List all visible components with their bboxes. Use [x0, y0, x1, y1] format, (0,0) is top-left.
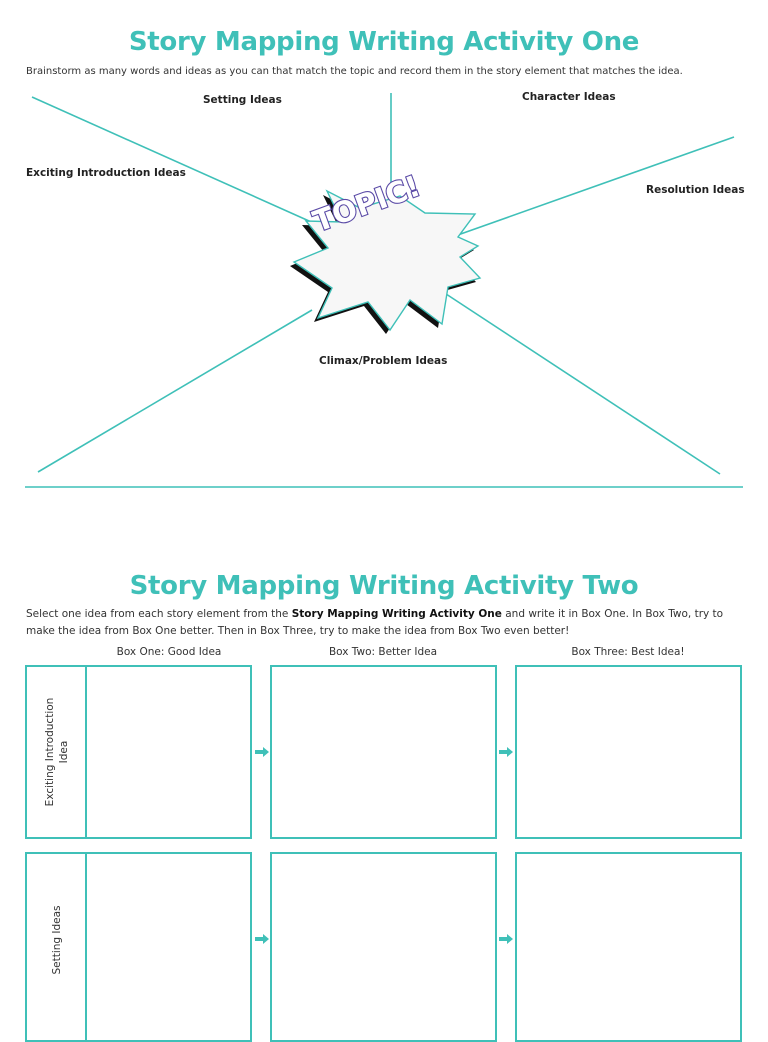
instructions-bold-reference: Story Mapping Writing Activity One	[291, 608, 502, 620]
column-title-box-three: Box Three: Best Idea!	[571, 646, 685, 658]
introduction-box-three[interactable]	[515, 665, 742, 839]
arrow-right-icon	[499, 747, 513, 757]
introduction-box-one[interactable]	[85, 665, 252, 839]
row-label-introduction-line1: Exciting Introduction	[43, 697, 56, 807]
activity-one-title: Story Mapping Writing Activity One	[128, 27, 640, 57]
activity-one-instructions: Brainstorm as many words and ideas as you can that match the topic and record them in the story element that matches the idea.	[26, 66, 683, 77]
story-map-diagram	[0, 0, 768, 500]
instructions-text-end: and write it in Box One. In Box Two, try to make the idea from Box One better. Then in Box Three, try to make the idea from Box Two even better!	[26, 608, 724, 637]
topic-text-outline: TOPIC!	[308, 168, 425, 239]
instructions-text-start: Select one idea from each story element from the	[26, 608, 292, 620]
activity-two-instructions	[26, 606, 746, 640]
arrow-right-icon	[255, 747, 269, 757]
setting-box-one[interactable]	[85, 852, 252, 1042]
line-bottom-right	[440, 290, 720, 474]
arrow-right-icon	[499, 934, 513, 944]
row-label-introduction-line2: Idea	[57, 740, 70, 764]
row-label-setting	[25, 852, 86, 1042]
activity-two-title: Story Mapping Writing Activity Two	[129, 571, 639, 601]
line-introduction	[32, 97, 318, 225]
character-ideas-label: Character Ideas	[522, 91, 616, 103]
setting-box-three[interactable]	[515, 852, 742, 1042]
setting-box-two[interactable]	[270, 852, 497, 1042]
resolution-ideas-label: Resolution Ideas	[646, 184, 745, 196]
arrow-right-icon	[255, 934, 269, 944]
column-title-box-two: Box Two: Better Idea	[328, 646, 438, 658]
line-bottom-left	[38, 310, 312, 472]
setting-ideas-label: Setting Ideas	[203, 94, 282, 106]
row-label-setting-line1: Setting Ideas	[50, 905, 63, 975]
row-label-introduction	[25, 665, 86, 839]
introduction-ideas-label: Exciting Introduction Ideas	[26, 167, 186, 179]
climax-ideas-label: Climax/Problem Ideas	[319, 355, 448, 367]
column-title-box-one: Box One: Good Idea	[116, 646, 222, 658]
introduction-box-two[interactable]	[270, 665, 497, 839]
